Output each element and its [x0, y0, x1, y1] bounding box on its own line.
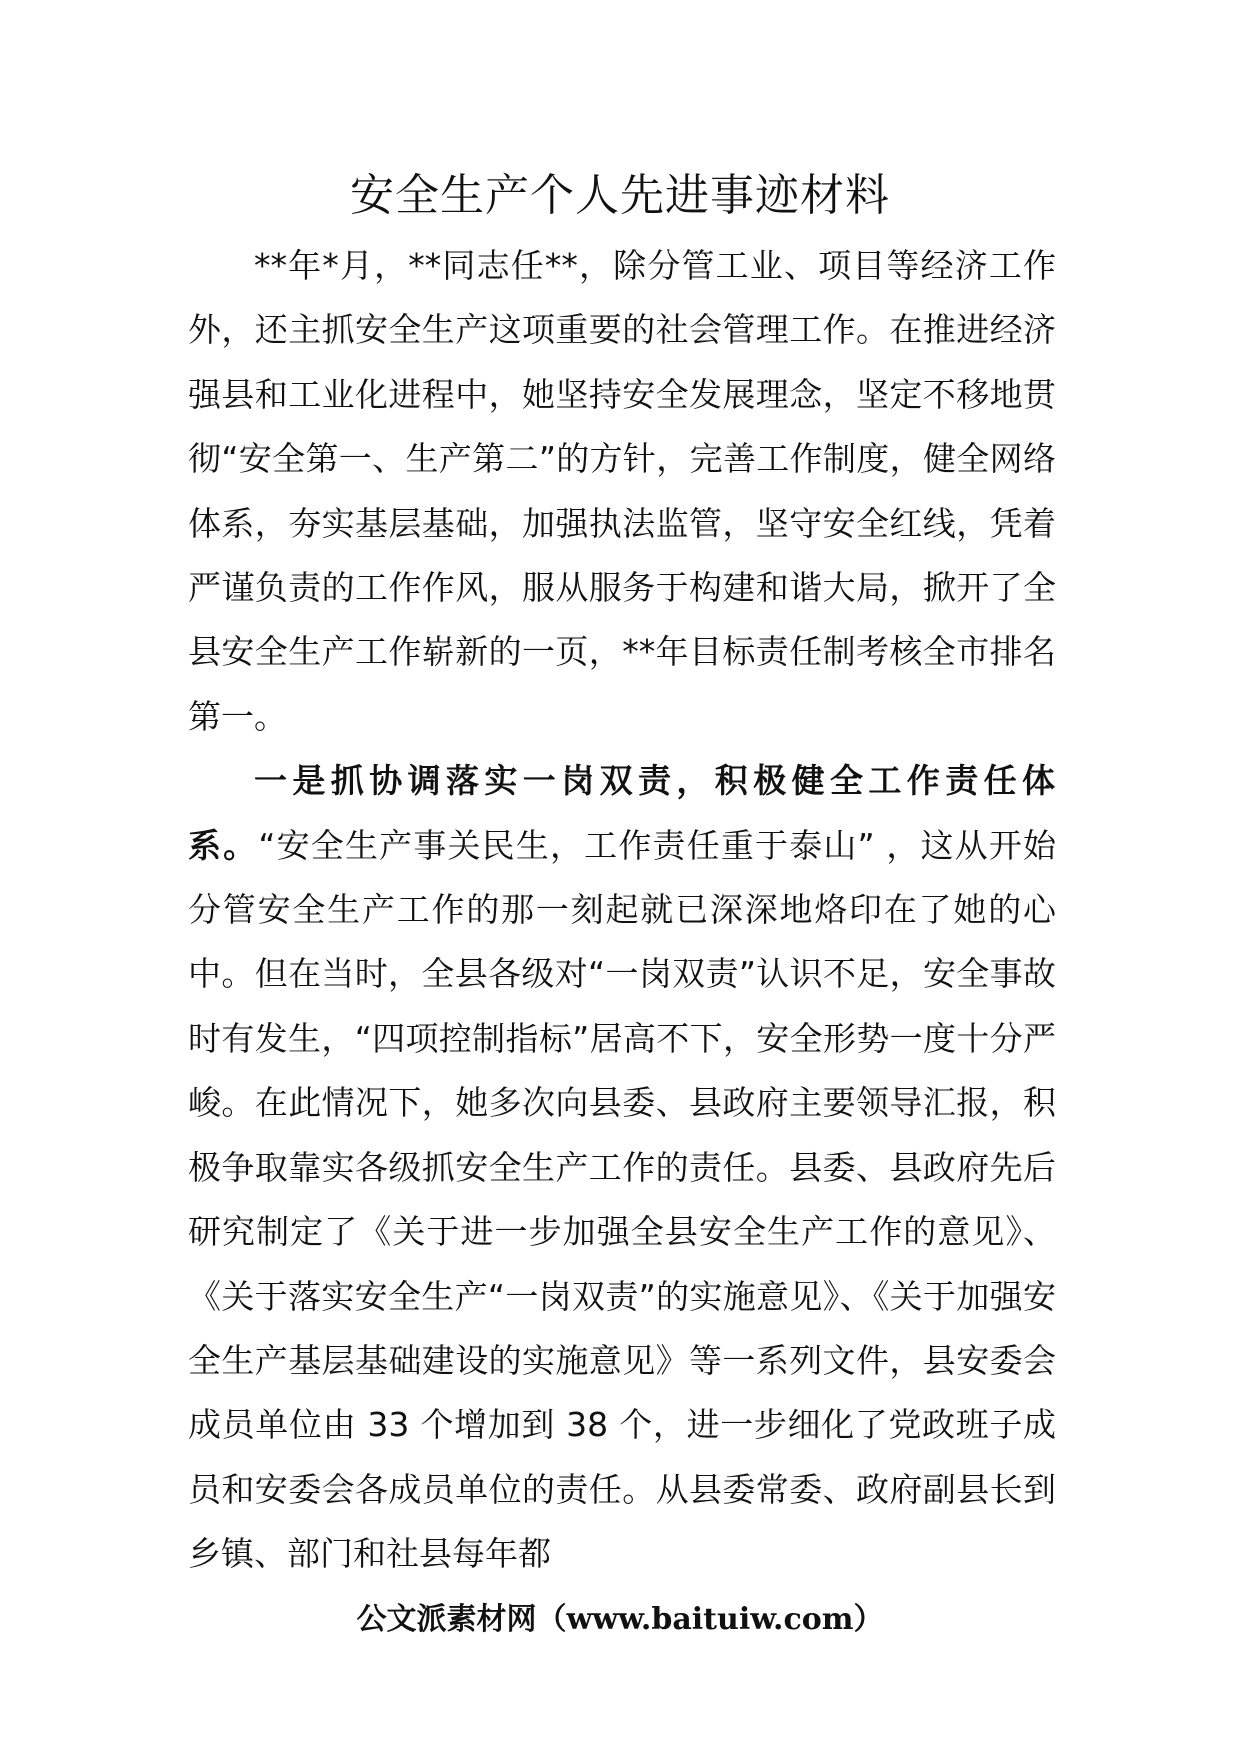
paragraph-section-one [188, 749, 1056, 1586]
document-title: 安全生产个人先进事迹材料 [350, 170, 890, 221]
paragraph-intro [188, 234, 1056, 749]
footer-watermark: 公文派素材网（www.baituiw.com） [356, 1602, 884, 1637]
paragraph-intro-text: **年*月，**同志任**，除分管工业、项目等经济工作外，还主抓安全生产这项重要的社会管理工作。在推进经济强县和工业化进程中，她坚持安全发展理念，坚定不移地贯彻“安全第一、生产第二”的方针，完善工作制度，健全网络体系，夯实基层基础，加强执法监管，坚守安全红线，凭着严谨负责的工作作风，服从服务于构建和谐大局，掀开了全县安全生产工作崭新的一页，**年目标责任制考核全市排名第一。 [188, 246, 1056, 736]
document-body [188, 234, 1056, 1587]
paragraph-section-one-text: “安全生产事关民生，工作责任重于泰山” ，这从开始分管安全生产工作的那一刻起就已深深地烙印在了她的心中。但在当时，全县各级对“一岗双责”认识不足，安全事故时有发生，“四项控制指标”居高不下，安全形势一度十分严峻。在此情况下，她多次向县委、县政府主要领导汇报，积极争取靠实各级抓安全生产工作的责任。县委、县政府先后研究制定了《关于进一步加强全县安全生产工作的意见》、《关于落实安全生产“一岗双责”的实施意见》、《关于加强安全生产基层基础建设的实施意见》等一系列文件，县安委会成员单位由 33 个增加到 38 个，进一步细化了党政班子成员和安委会各成员单位的责任。从县委常委、政府副县长到乡镇、部门和社县每年都 [188, 825, 1057, 1574]
section-one-heading: 一是抓协调落实一岗双责，积极健全工作责任体系。 [188, 761, 1056, 865]
